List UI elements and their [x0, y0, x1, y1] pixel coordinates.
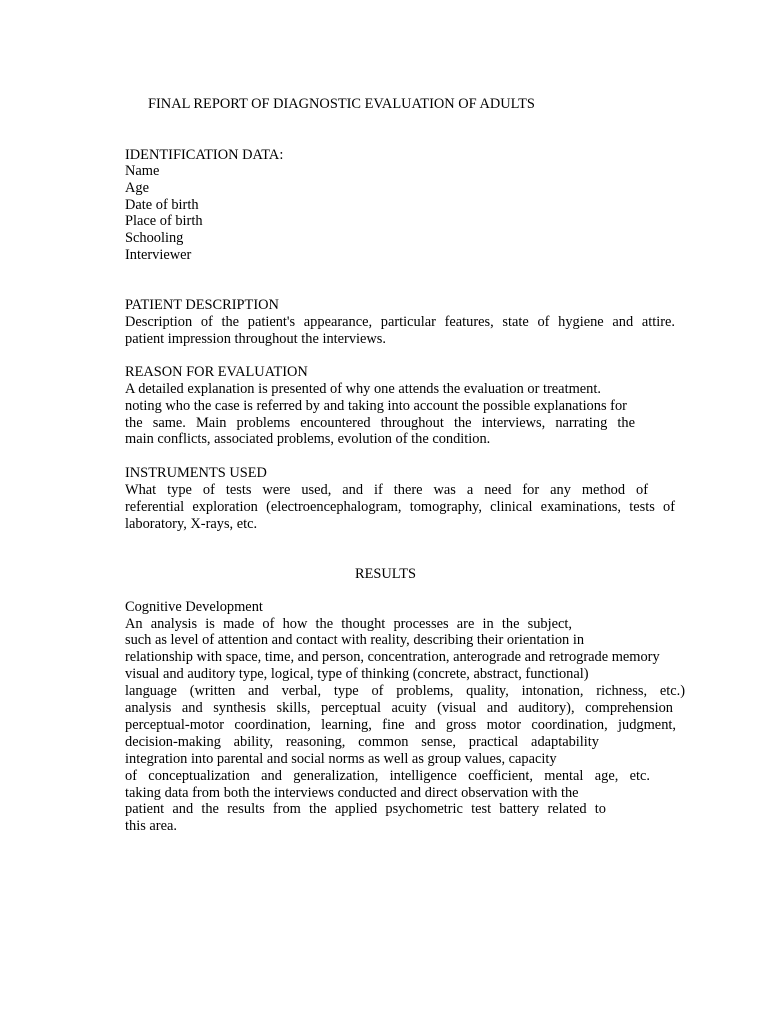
- results-line: analysis and synthesis skills, perceptual acuity (visual and auditory), comprehension: [125, 700, 673, 716]
- results-heading: RESULTS: [354, 566, 417, 582]
- results-line: perceptual-motor coordination, learning, fine and gross motor coordination, judgment,: [125, 717, 676, 733]
- results-line: of conceptualization and generalization, intelligence coefficient, mental age, etc.: [125, 768, 650, 784]
- reason-line: noting who the case is referred by and taking into account the possible explanations for: [125, 398, 627, 414]
- reason-line: main conflicts, associated problems, evolution of the condition.: [125, 431, 491, 447]
- patient-description-line: patient impression throughout the interviews.: [125, 331, 386, 347]
- field-place-of-birth: Place of birth: [125, 213, 203, 229]
- instruments-heading: INSTRUMENTS USED: [125, 465, 267, 481]
- patient-description-heading: PATIENT DESCRIPTION: [125, 297, 279, 313]
- results-line: decision-making ability, reasoning, common sense, practical adaptability: [125, 734, 599, 750]
- document-title: FINAL REPORT OF DIAGNOSTIC EVALUATION OF ADULTS: [148, 96, 535, 112]
- instruments-line: referential exploration (electroencephalogram, tomography, clinical examinations, tests of: [125, 499, 675, 515]
- results-line: An analysis is made of how the thought processes are in the subject,: [125, 616, 572, 632]
- field-interviewer: Interviewer: [125, 247, 192, 263]
- results-line: language (written and verbal, type of problems, quality, intonation, richness, etc.): [125, 683, 685, 699]
- instruments-line: What type of tests were used, and if there was a need for any method of: [125, 482, 648, 498]
- field-age: Age: [125, 180, 149, 196]
- identification-heading: IDENTIFICATION DATA:: [125, 147, 284, 163]
- results-line: patient and the results from the applied psychometric test battery related to: [125, 801, 606, 817]
- instruments-line: laboratory, X-rays, etc.: [125, 516, 258, 532]
- field-schooling: Schooling: [125, 230, 184, 246]
- results-line: visual and auditory type, logical, type of thinking (concrete, abstract, functional): [125, 666, 589, 682]
- reason-line: A detailed explanation is presented of why one attends the evaluation or treatment.: [125, 381, 601, 397]
- patient-description-line: Description of the patient's appearance, particular features, state of hygiene and attire.: [125, 314, 675, 330]
- field-date-of-birth: Date of birth: [125, 197, 199, 213]
- results-line: this area.: [125, 818, 177, 834]
- cognitive-development-heading: Cognitive Development: [125, 599, 263, 615]
- results-line: such as level of attention and contact with reality, describing their orientation in: [125, 632, 585, 648]
- field-name: Name: [125, 163, 160, 179]
- results-line: taking data from both the interviews conducted and direct observation with the: [125, 785, 579, 801]
- results-line: integration into parental and social norms as well as group values, capacity: [125, 751, 557, 767]
- reason-heading: REASON FOR EVALUATION: [125, 364, 308, 380]
- reason-line: the same. Main problems encountered throughout the interviews, narrating the: [125, 415, 635, 431]
- results-line: relationship with space, time, and person, concentration, anterograde and retrograde memory: [125, 649, 660, 665]
